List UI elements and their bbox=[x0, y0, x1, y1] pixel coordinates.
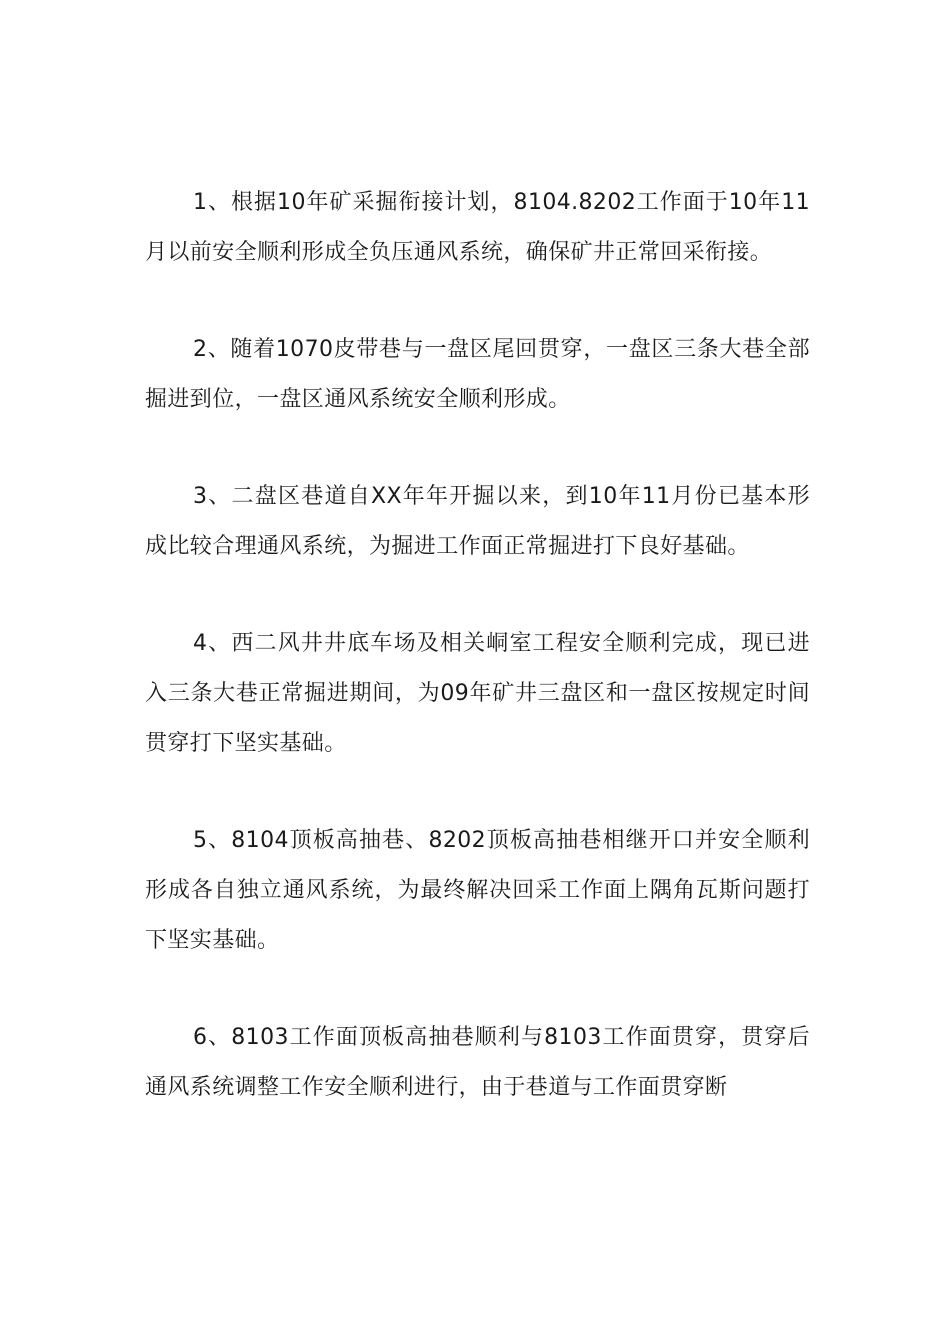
paragraph-5: 5、8104顶板高抽巷、8202顶板高抽巷相继开口并安全顺利形成各自独立通风系统，为最终解决回采工作面上隅角瓦斯问题打下坚实基础。 bbox=[145, 828, 810, 953]
paragraph-2: 2、随着1070皮带巷与一盘区尾回贯穿，一盘区三条大巷全部掘进到位，一盘区通风系统安全顺利形成。 bbox=[145, 337, 810, 412]
paragraph-4: 4、西二风井井底车场及相关峒室工程安全顺利完成，现已进入三条大巷正常掘进期间，为09年矿井三盘区和一盘区按规定时间贯穿打下坚实基础。 bbox=[145, 631, 810, 756]
paragraph-6: 6、8103工作面顶板高抽巷顺利与8103工作面贯穿，贯穿后通风系统调整工作安全顺利进行，由于巷道与工作面贯穿断 bbox=[145, 1025, 810, 1100]
paragraph-1: 1、根据10年矿采掘衔接计划，8104.8202工作面于10年11月以前安全顺利形成全负压通风系统，确保矿井正常回采衔接。 bbox=[145, 190, 810, 265]
document-body bbox=[145, 178, 810, 1160]
paragraph-3: 3、二盘区巷道自XX年年开掘以来，到10年11月份已基本形成比较合理通风系统，为掘进工作面正常掘进打下良好基础。 bbox=[145, 484, 810, 559]
